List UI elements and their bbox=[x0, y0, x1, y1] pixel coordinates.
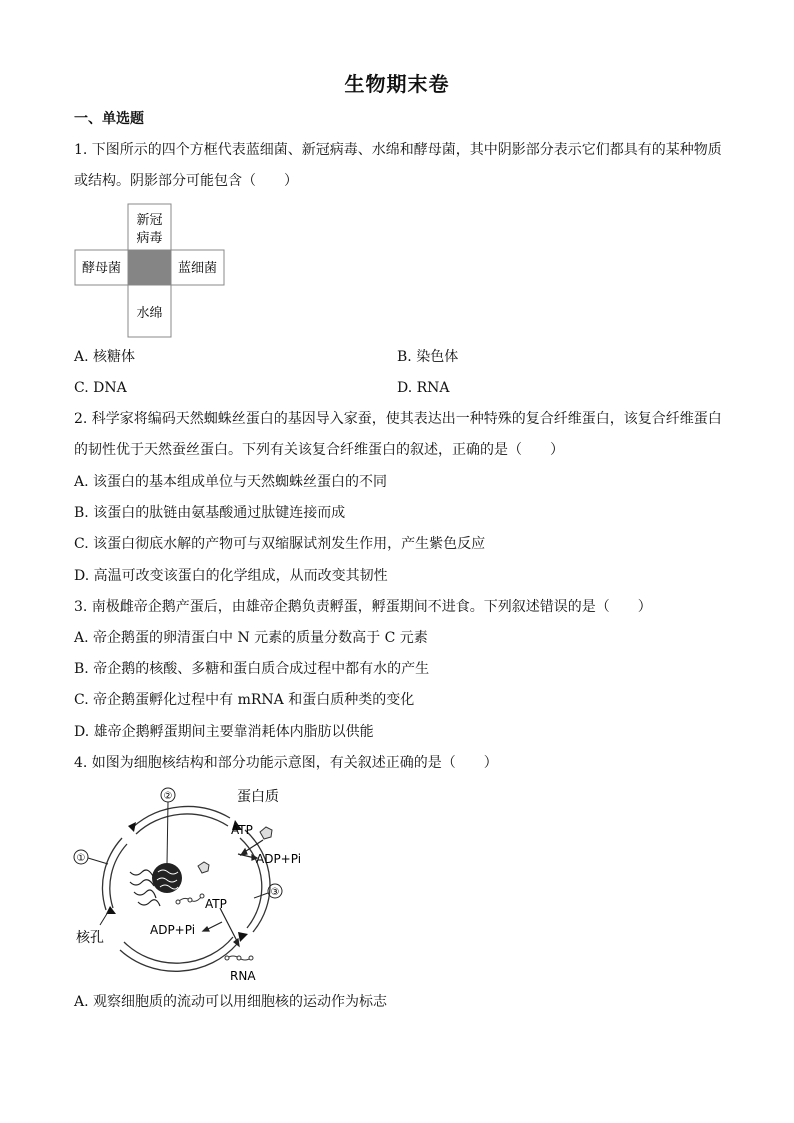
q2-option-d: D. 高温可改变该蛋白的化学组成，从而改变其韧性 bbox=[74, 568, 388, 584]
virus-label-2: 病毒 bbox=[136, 231, 163, 246]
q2-option-c: C. 该蛋白彻底水解的产物可与双缩脲试剂发生作用，产生紫色反应 bbox=[74, 536, 486, 552]
q1-option-d: D. RNA bbox=[397, 380, 450, 396]
q2-stem-line2: 的韧性优于天然蚕丝蛋白。下列有关该复合纤维蛋白的叙述，正确的是（ ） bbox=[74, 442, 564, 458]
protein-label: 蛋白质 bbox=[237, 789, 279, 805]
q1-option-b: B. 染色体 bbox=[397, 349, 459, 365]
label-2: ② bbox=[163, 791, 173, 802]
q2-option-a: A. 该蛋白的基本组成单位与天然蜘蛛丝蛋白的不同 bbox=[74, 474, 388, 490]
q1-stem-line1: 1. 下图所示的四个方框代表蓝细菌、新冠病毒、水绵和酵母菌，其中阴影部分表示它们都具有的某种物质 bbox=[74, 142, 722, 158]
q2-stem-line1: 2. 科学家将编码天然蜘蛛丝蛋白的基因导入家蚕，使其表达出一种特殊的复合纤维蛋白，该复合纤维蛋白 bbox=[74, 411, 722, 427]
q1-option-a: A. 核糖体 bbox=[74, 349, 136, 365]
pore-label: 核孔 bbox=[76, 930, 104, 946]
shaded-overlap bbox=[128, 250, 171, 285]
yeast-label: 酵母菌 bbox=[81, 261, 122, 276]
q1-cross-diagram bbox=[74, 203, 226, 339]
atp-top-label: ATP bbox=[231, 823, 253, 837]
q1-stem-line2: 或结构。阴影部分可能包含（ ） bbox=[74, 173, 298, 189]
spirogyra-label: 水绵 bbox=[136, 306, 163, 321]
q3-option-d: D. 雄帝企鹅孵蛋期间主要靠消耗体内脂肪以供能 bbox=[74, 724, 374, 740]
cyanobacteria-label: 蓝细菌 bbox=[177, 261, 218, 276]
atp-bottom-label: ATP bbox=[205, 897, 227, 911]
q3-option-b: B. 帝企鹅的核酸、多糖和蛋白质合成过程中都有水的产生 bbox=[74, 661, 430, 677]
adp-bottom-label: ADP+Pi bbox=[150, 923, 196, 937]
q1-option-c: C. DNA bbox=[74, 380, 127, 396]
q3-option-c: C. 帝企鹅蛋孵化过程中有 mRNA 和蛋白质种类的变化 bbox=[74, 692, 415, 708]
adp-top-label: ADP+Pi bbox=[256, 852, 302, 866]
section-heading: 一、单选题 bbox=[74, 111, 144, 127]
label-1: ① bbox=[76, 853, 86, 864]
nucleolus-chromatin bbox=[152, 863, 182, 893]
q4-stem-line1: 4. 如图为细胞核结构和部分功能示意图，有关叙述正确的是（ ） bbox=[74, 755, 498, 771]
q4-option-a: A. 观察细胞质的流动可以用细胞核的运动作为标志 bbox=[74, 994, 388, 1010]
label-3: ③ bbox=[270, 887, 280, 898]
rna-chain-outside bbox=[225, 956, 253, 960]
virus-label-1: 新冠 bbox=[136, 213, 163, 228]
q4-nucleus-diagram bbox=[70, 782, 320, 987]
rna-label: RNA bbox=[230, 969, 256, 983]
protein-blob-outside bbox=[260, 827, 272, 839]
page-title: 生物期末卷 bbox=[344, 72, 450, 96]
q3-stem-line1: 3. 南极雌帝企鹅产蛋后，由雄帝企鹅负责孵蛋，孵蛋期间不进食。下列叙述错误的是（ ） bbox=[74, 599, 652, 615]
protein-blob-inside bbox=[198, 862, 209, 873]
q3-option-a: A. 帝企鹅蛋的卵清蛋白中 N 元素的质量分数高于 C 元素 bbox=[74, 630, 428, 646]
q2-option-b: B. 该蛋白的肽链由氨基酸通过肽键连接而成 bbox=[74, 505, 346, 521]
rna-chain-inside bbox=[176, 894, 204, 904]
